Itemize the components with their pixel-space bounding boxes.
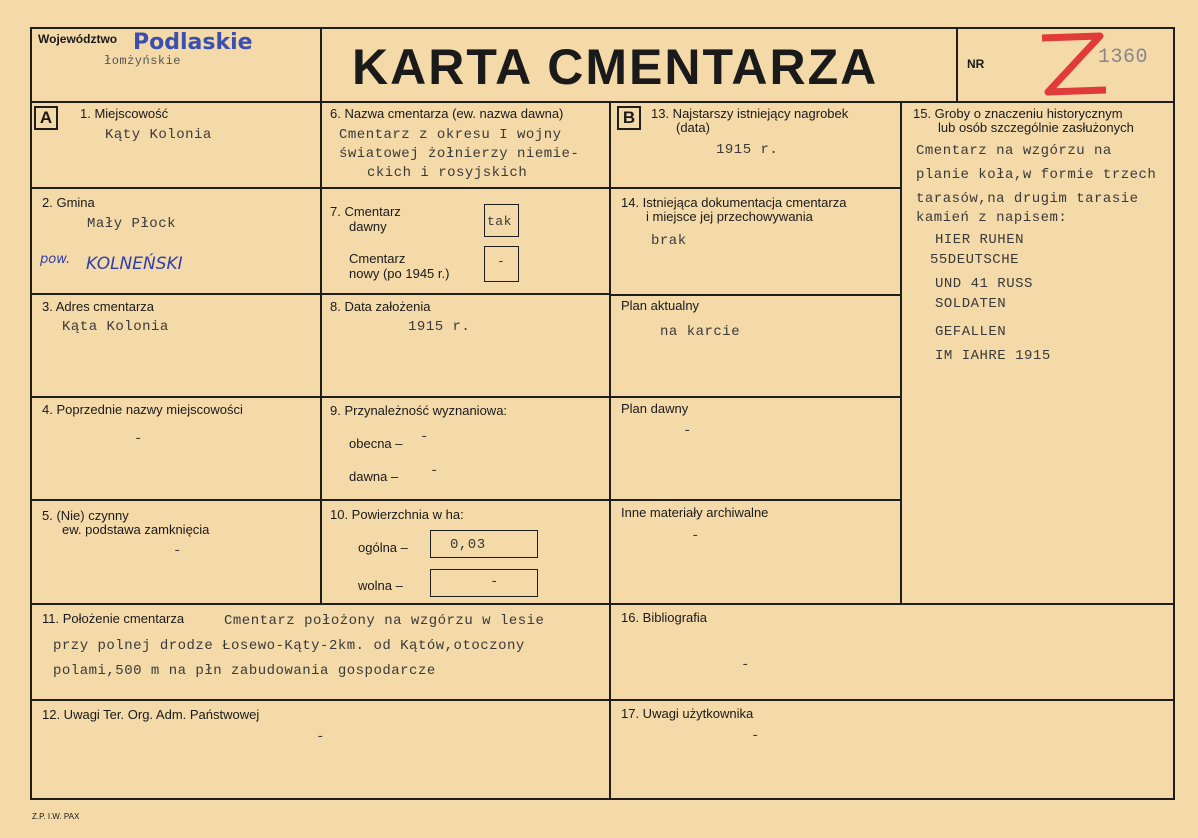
frame-bottom	[30, 798, 1175, 800]
row-line-4	[30, 499, 611, 501]
field-5-label-2: ew. podstawa zamknięcia	[62, 522, 210, 537]
field-11-value-2: przy polnej drodze Łosewo-Kąty-2km. od Kątów,otoczony	[53, 638, 525, 654]
field-7-label-2: dawny	[349, 219, 387, 234]
field-7-nowy-value: -	[497, 254, 506, 269]
field-9-dawna-value: -	[430, 463, 439, 479]
col-line-2	[609, 101, 611, 799]
field-10-wolna-box	[430, 569, 538, 597]
field-2-value: Mały Płock	[87, 216, 177, 232]
printer-imprint: Z.P. I.W. PAX	[32, 812, 80, 821]
field-15-value-7: UND 41 RUSS	[935, 276, 1033, 292]
field-7-nowy-label-1: Cmentarz	[349, 251, 406, 266]
frame-left	[30, 27, 32, 800]
field-11-value-3: polami,500 m na płn zabudowania gospodarcze	[53, 663, 436, 679]
frame-top	[30, 27, 1175, 29]
col-line-3	[900, 101, 902, 604]
field-4-value: -	[134, 431, 143, 447]
field-17-value: -	[751, 728, 760, 744]
field-8-value: 1915 r.	[408, 319, 471, 335]
section-a-badge: A	[34, 106, 58, 130]
field-7-label-1: 7. Cmentarz	[330, 204, 401, 219]
header-vline-1	[320, 27, 322, 103]
field-2-pow-prefix: pow.	[40, 252, 71, 267]
field-5-label-1: 5. (Nie) czynny	[42, 508, 129, 523]
field-13-label-1: 13. Najstarszy istniejący nagrobek	[651, 106, 849, 121]
field-9-label: 9. Przynależność wyznaniowa:	[330, 403, 508, 418]
field-12-value: -	[316, 729, 325, 745]
field-10-ogolna-label: ogólna –	[358, 540, 408, 555]
field-1-label: 1. Miejscowość	[80, 106, 169, 121]
field-7-dawny-value: tak	[487, 214, 512, 229]
row-line-2	[30, 293, 611, 295]
nr-value: 1360	[1098, 46, 1149, 69]
field-6-value-1: Cmentarz z okresu I wojny	[339, 127, 562, 143]
field-14-label-1: 14. Istniejąca dokumentacja cmentarza	[621, 195, 847, 210]
field-6-value-2: światowej żołnierzy niemie-	[339, 146, 580, 162]
field-15-label-1: 15. Groby o znaczeniu historycznym	[913, 106, 1123, 121]
field-15-value-6: 55DEUTSCHE	[930, 252, 1020, 268]
header-vline-2	[956, 27, 958, 103]
field-10-label: 10. Powierzchnia w ha:	[330, 507, 464, 522]
field-13-label-2: (data)	[676, 120, 710, 135]
field-15-value-5: HIER RUHEN	[935, 232, 1025, 248]
field-15-value-10: IM IAHRE 1915	[935, 348, 1051, 364]
field-6-label: 6. Nazwa cmentarza (ew. nazwa dawna)	[330, 106, 564, 121]
field-15-value-9: GEFALLEN	[935, 324, 1007, 340]
field-15-value-2: planie koła,w formie trzech	[916, 167, 1157, 183]
page-title: KARTA CMENTARZA	[352, 39, 879, 95]
field-10-wolna-value: -	[490, 574, 499, 590]
plan-dawny-value: -	[683, 423, 692, 439]
wojewodztwo-typed: łomżyńskie	[104, 54, 182, 68]
field-11-value-1: Cmentarz położony na wzgórzu w lesie	[224, 613, 545, 629]
row-line-6	[30, 699, 1175, 701]
field-4-label: 4. Poprzednie nazwy miejscowości	[42, 402, 243, 417]
field-16-value: -	[741, 657, 750, 673]
row-line-b1	[609, 187, 902, 189]
field-7-nowy-label-2: nowy (po 1945 r.)	[349, 266, 450, 281]
field-15-value-1: Cmentarz na wzgórzu na	[916, 143, 1112, 159]
plan-dawny-label: Plan dawny	[621, 401, 689, 416]
inne-materialy-value: -	[691, 528, 700, 544]
row-line-5	[30, 603, 1175, 605]
field-16-label: 16. Bibliografia	[621, 610, 707, 625]
field-15-value-3: tarasów,na drugim tarasie	[916, 191, 1139, 207]
row-line-1	[30, 187, 611, 189]
field-15-value-8: SOLDATEN	[935, 296, 1007, 312]
field-5-value: -	[173, 543, 182, 559]
wojewodztwo-label: Województwo	[38, 32, 118, 46]
field-2-pow-value: KOLNEŃSKI	[86, 254, 183, 274]
field-10-wolna-label: wolna –	[358, 578, 403, 593]
field-15-value-4: kamień z napisem:	[916, 210, 1068, 226]
field-14-label-2: i miejsce jej przechowywania	[646, 209, 813, 224]
field-14-value: brak	[651, 233, 687, 249]
field-9-obecna-value: -	[420, 429, 429, 445]
frame-right	[1173, 27, 1175, 800]
field-11-label: 11. Położenie cmentarza	[42, 611, 185, 626]
field-12-label: 12. Uwagi Ter. Org. Adm. Państwowej	[42, 707, 260, 722]
field-9-dawna-label: dawna –	[349, 469, 399, 484]
field-3-value: Kąta Kolonia	[62, 319, 169, 335]
field-15-label-2: lub osób szczególnie zasłużonych	[938, 120, 1134, 135]
plan-aktualny-label: Plan aktualny	[621, 298, 700, 313]
row-line-b3	[609, 396, 902, 398]
nr-label: NR	[967, 57, 985, 71]
section-b-badge: B	[617, 106, 641, 130]
field-13-value: 1915 r.	[716, 142, 779, 158]
row-line-b2	[609, 294, 902, 296]
field-1-value: Kąty Kolonia	[105, 127, 212, 143]
field-6-value-3: ckich i rosyjskich	[367, 165, 528, 181]
field-8-label: 8. Data założenia	[330, 299, 431, 314]
field-9-obecna-label: obecna –	[349, 436, 403, 451]
field-10-ogolna-value: 0,03	[450, 537, 486, 553]
row-line-b4	[609, 499, 902, 501]
plan-aktualny-value: na karcie	[660, 324, 741, 340]
wojewodztwo-stamp: Podlaskie	[133, 30, 253, 55]
row-line-3	[30, 396, 611, 398]
col-line-1	[320, 101, 322, 605]
inne-materialy-label: Inne materiały archiwalne	[621, 505, 769, 520]
field-3-label: 3. Adres cmentarza	[42, 299, 154, 314]
field-2-label: 2. Gmina	[42, 195, 95, 210]
header-divider	[30, 101, 1175, 103]
field-17-label: 17. Uwagi użytkownika	[621, 706, 754, 721]
